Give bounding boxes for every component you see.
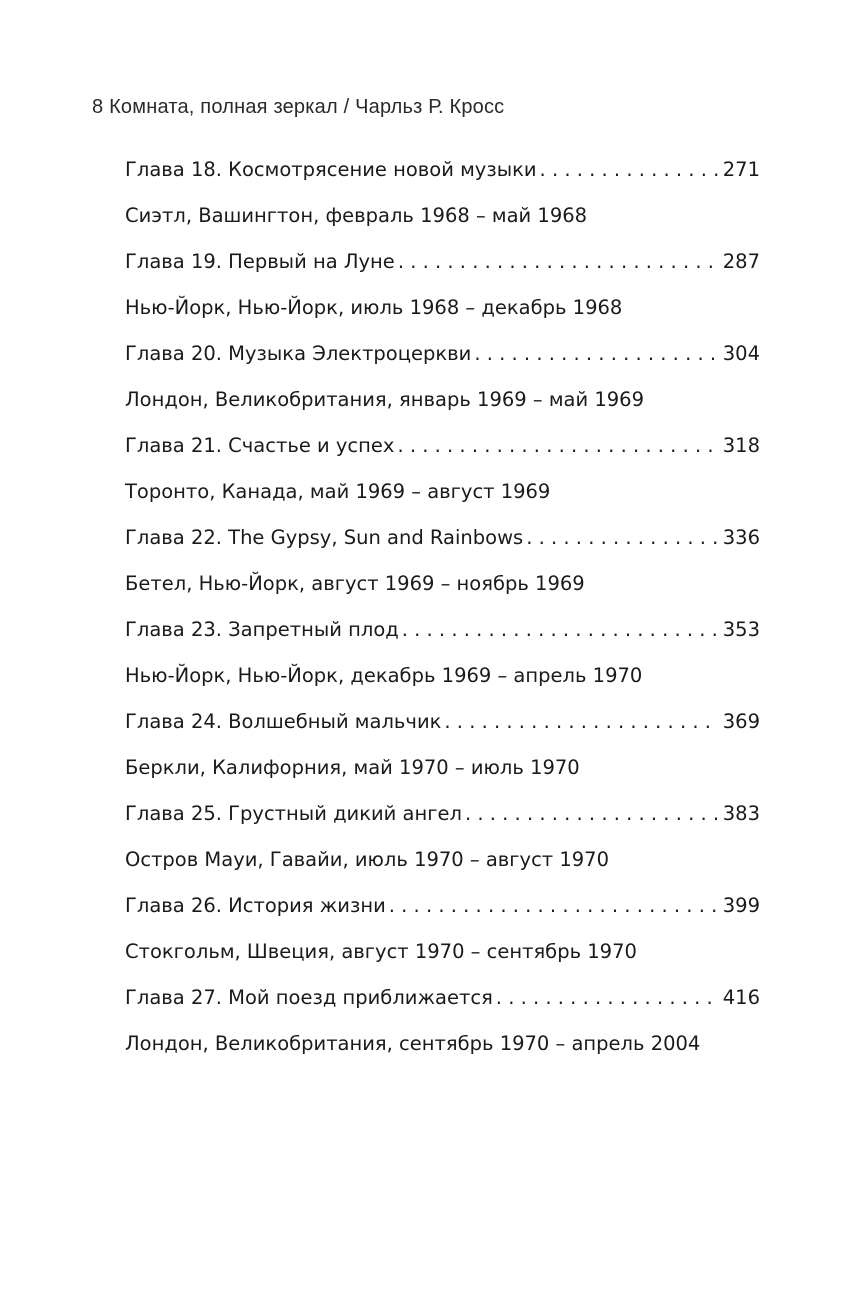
dot-leader <box>471 339 718 369</box>
page-number: 304 <box>722 342 760 365</box>
toc-chapter-line <box>125 155 760 201</box>
table-of-contents <box>125 155 760 1075</box>
page-number: 336 <box>722 526 760 549</box>
toc-place-line: Нью-Йорк, Нью-Йорк, июль 1968 – декабрь 1968 <box>125 296 623 319</box>
toc-place-line: Бетел, Нью-Йорк, август 1969 – ноябрь 1969 <box>125 572 585 595</box>
page-number: 353 <box>722 618 760 641</box>
dot-leader <box>394 431 718 461</box>
chapter-title: Глава 25. Грустный дикий ангел <box>125 802 462 825</box>
chapter-title: Глава 26. История жизни <box>125 894 386 917</box>
toc-place-line: Стокгольм, Швеция, август 1970 – сентябрь 1970 <box>125 940 637 963</box>
toc-place-line: Сиэтл, Вашингтон, февраль 1968 – май 1968 <box>125 204 588 227</box>
page-number: 416 <box>722 986 760 1009</box>
toc-place-line: Остров Мауи, Гавайи, июль 1970 – август 1970 <box>125 848 609 871</box>
toc-chapter-line <box>125 431 760 477</box>
dot-leader <box>523 523 719 553</box>
chapter-title: Глава 24. Волшебный мальчик <box>125 710 442 733</box>
chapter-title: Глава 27. Мой поезд приближается <box>125 986 493 1009</box>
dot-leader <box>395 247 719 277</box>
dot-leader <box>493 983 719 1013</box>
dot-leader <box>441 707 718 737</box>
page-number: 287 <box>722 250 760 273</box>
toc-place-line: Лондон, Великобритания, январь 1969 – май 1969 <box>125 388 644 411</box>
chapter-title: Глава 22. The Gypsy, Sun and Rainbows <box>125 526 524 549</box>
toc-place-line: Нью-Йорк, Нью-Йорк, декабрь 1969 – апрель 1970 <box>125 664 643 687</box>
toc-chapter-line <box>125 983 760 1029</box>
toc-place-line: Торонто, Канада, май 1969 – август 1969 <box>125 480 551 503</box>
dot-leader <box>399 615 719 645</box>
chapter-title: Глава 23. Запретный плод <box>125 618 399 641</box>
chapter-title: Глава 18. Космотрясение новой музыки <box>125 158 537 181</box>
page-number: 369 <box>722 710 760 733</box>
toc-chapter-line <box>125 891 760 937</box>
page-number: 383 <box>722 802 760 825</box>
toc-place-line: Лондон, Великобритания, сентябрь 1970 – апрель 2004 <box>125 1032 701 1055</box>
toc-chapter-line <box>125 339 760 385</box>
toc-chapter-line <box>125 707 760 753</box>
toc-place-line: Беркли, Калифорния, май 1970 – июль 1970 <box>125 756 580 779</box>
toc-chapter-line <box>125 523 760 569</box>
running-head: 8 Комната, полная зеркал / Чарльз Р. Кросс <box>92 96 505 118</box>
toc-chapter-line <box>125 247 760 293</box>
toc-chapter-line <box>125 615 760 661</box>
page-number: 399 <box>722 894 760 917</box>
page-number: 271 <box>722 158 760 181</box>
toc-chapter-line <box>125 799 760 845</box>
dot-leader <box>537 155 719 185</box>
dot-leader <box>386 891 719 921</box>
page-number: 318 <box>722 434 760 457</box>
chapter-title: Глава 19. Первый на Луне <box>125 250 395 273</box>
chapter-title: Глава 21. Счастье и успех <box>125 434 395 457</box>
dot-leader <box>462 799 719 829</box>
chapter-title: Глава 20. Музыка Электроцеркви <box>125 342 472 365</box>
